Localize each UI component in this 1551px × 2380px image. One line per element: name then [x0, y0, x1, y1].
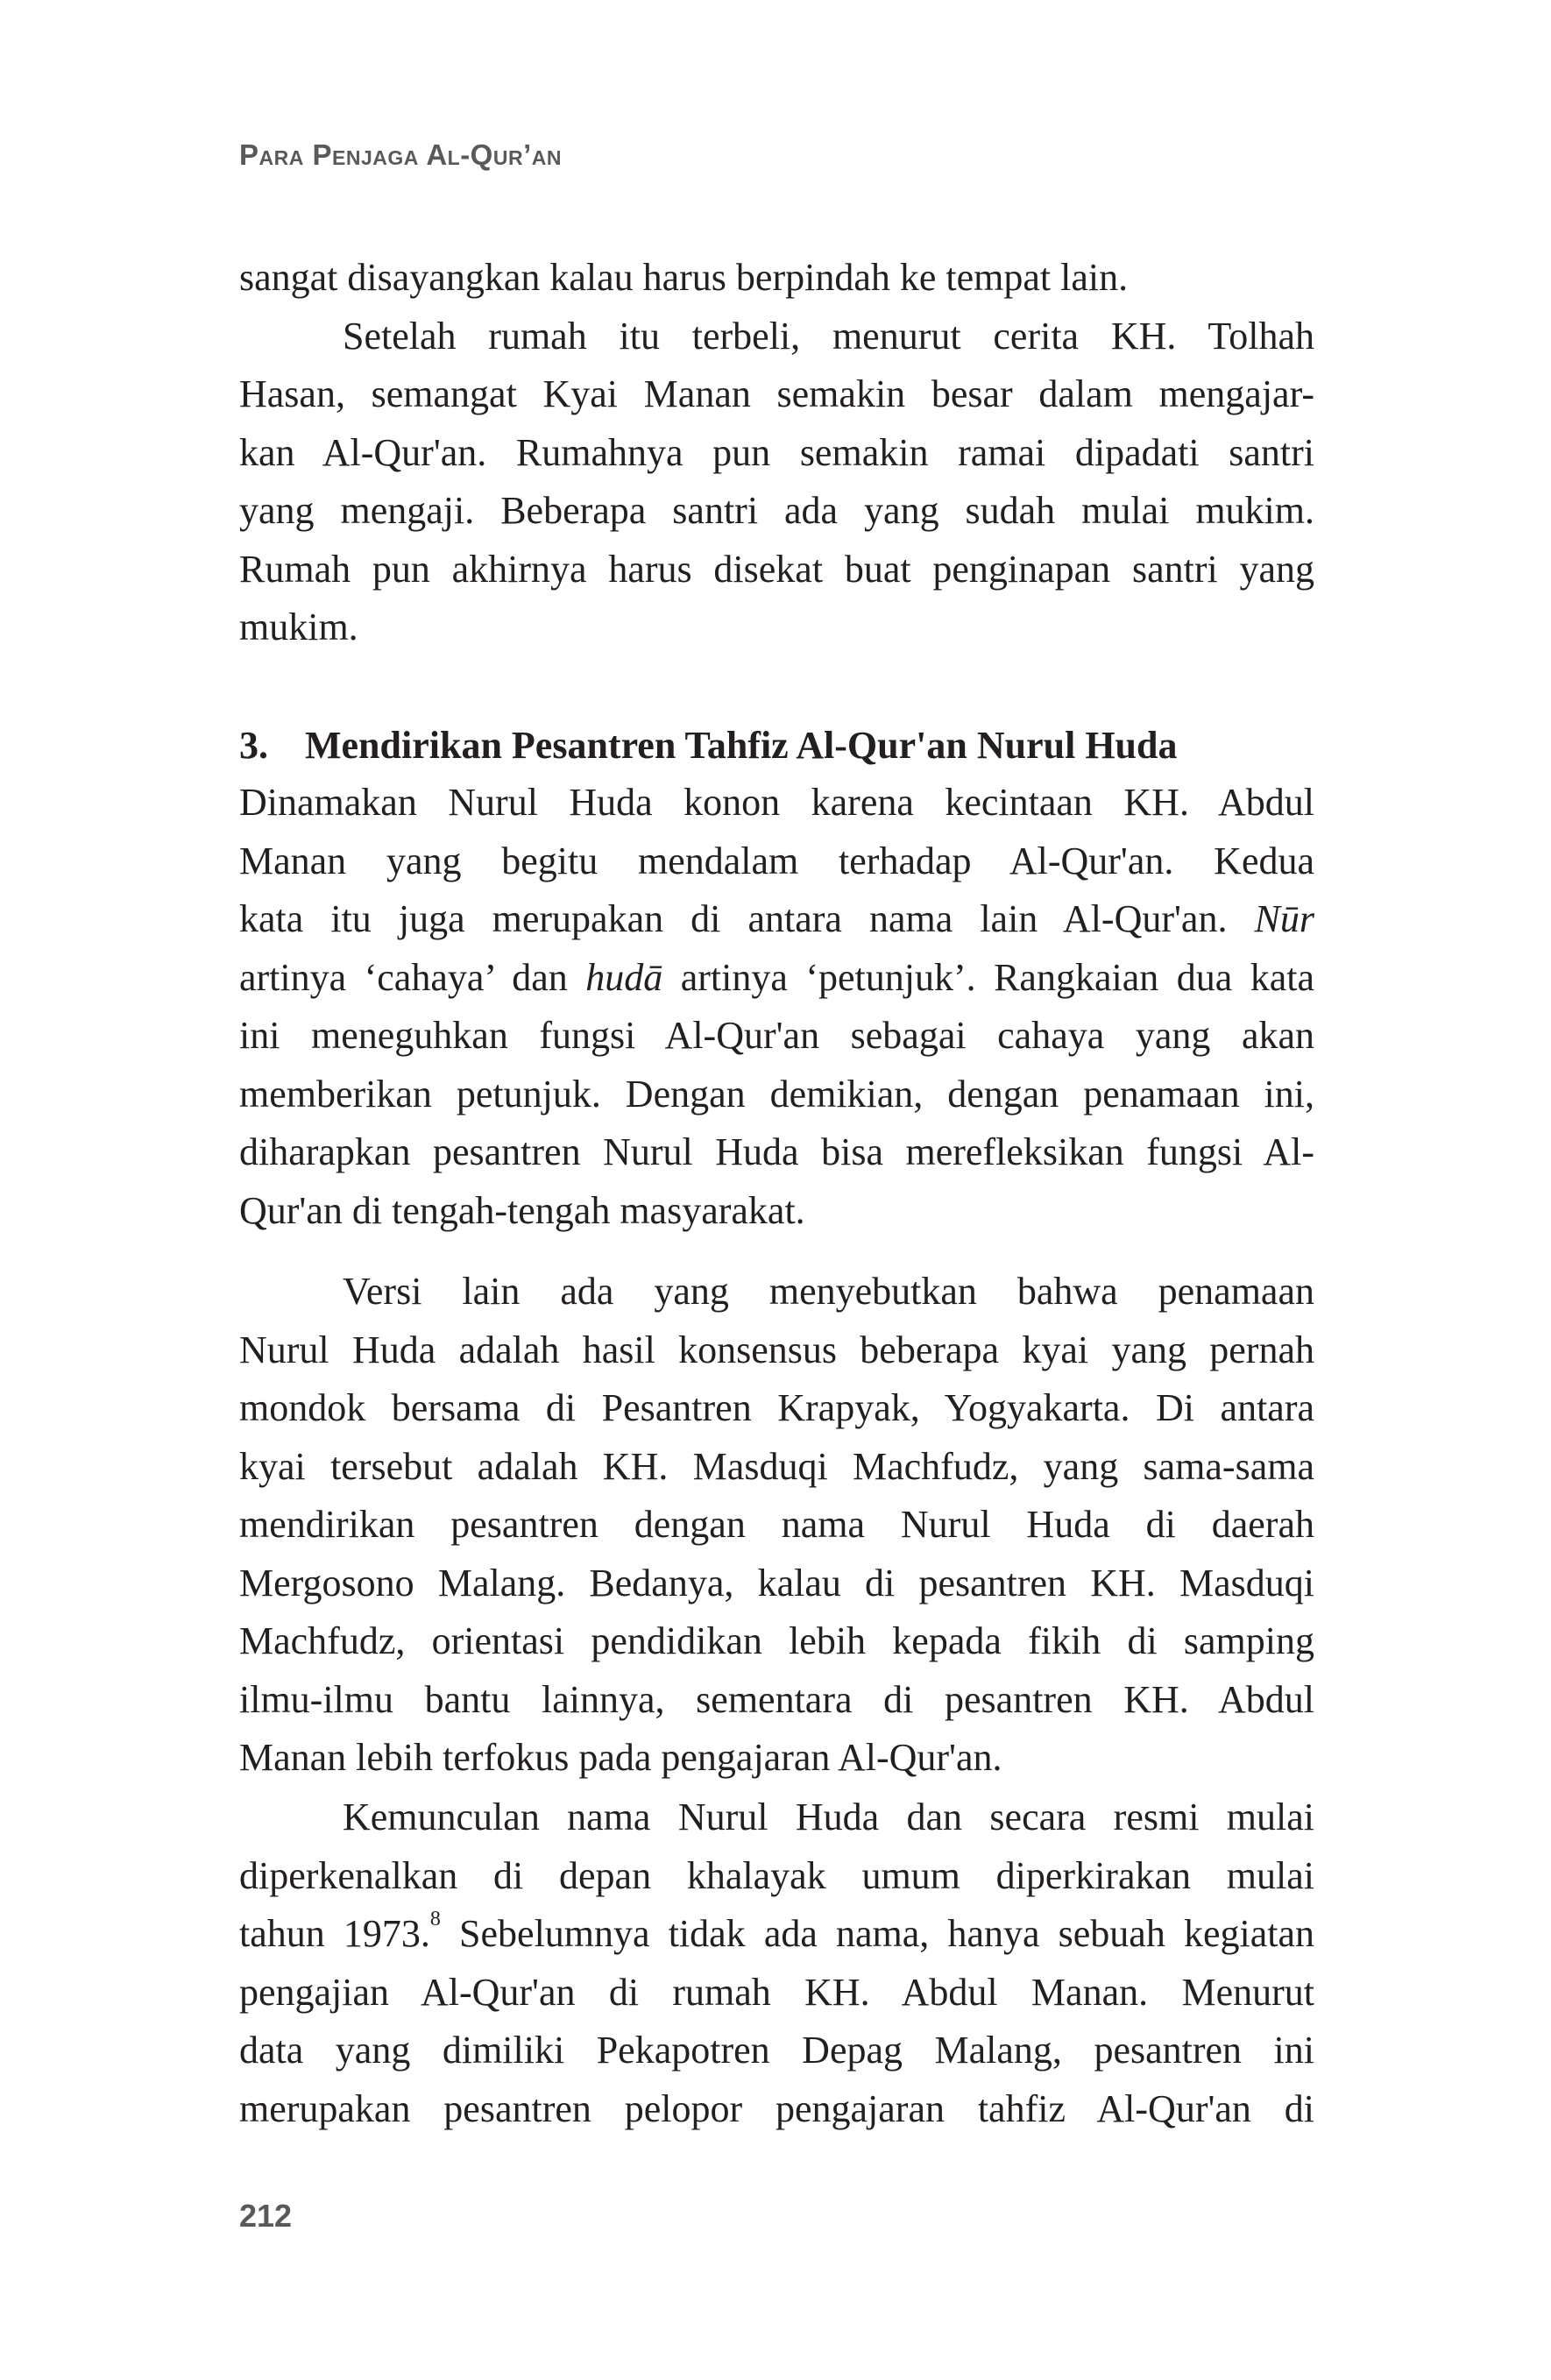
- text-run: kata itu juga merupakan di antara nama lain Al-Qur'an.: [239, 897, 1255, 940]
- text-run: artinya ‘petunjuk’. Rangkaian dua kata: [662, 955, 1314, 999]
- section-number: 3.: [239, 724, 268, 767]
- paragraph-3-line: Dinamakan Nurul Huda konon karena kecintaan KH. Abdul: [239, 781, 1314, 824]
- paragraph-4-line: Machfudz, orientasi pendidikan lebih kepada fikih di samping: [239, 1619, 1314, 1662]
- paragraph-2-line: kan Al-Qur'an. Rumahnya pun semakin ramai dipadati santri: [239, 430, 1314, 474]
- paragraph-1-line: sangat disayangkan kalau harus berpindah ke tempat lain.: [239, 256, 1129, 299]
- text-run: tahun 1973.: [239, 1912, 430, 1955]
- paragraph-4-line: mendirikan pesantren dengan nama Nurul Huda di daerah: [239, 1503, 1314, 1546]
- paragraph-2-line: Hasan, semangat Kyai Manan semakin besar dalam mengajar-: [239, 372, 1314, 415]
- paragraph-2-line: Rumah pun akhirnya harus disekat buat penginapan santri yang: [239, 547, 1314, 591]
- paragraph-2-line: yang mengaji. Beberapa santri ada yang sudah mulai mukim.: [239, 489, 1314, 532]
- paragraph-4-line: Versi lain ada yang menyebutkan bahwa penamaan: [343, 1270, 1314, 1313]
- paragraph-4-line: kyai tersebut adalah KH. Masduqi Machfudz, yang sama-sama: [239, 1444, 1314, 1488]
- paragraph-4-line: Nurul Huda adalah hasil konsensus beberapa kyai yang pernah: [239, 1328, 1314, 1371]
- paragraph-3-line: Qur'an di tengah-tengah masyarakat.: [239, 1188, 805, 1232]
- body-text-block-2: [239, 774, 1314, 1240]
- paragraph-3-line: [239, 949, 1314, 1008]
- paragraph-4-line: mondok bersama di Pesantren Krapyak, Yogyakarta. Di antara: [239, 1386, 1314, 1429]
- paragraph-4-line: Manan lebih terfokus pada pengajaran Al-Qur'an.: [239, 1736, 1002, 1779]
- text-run: Sebelumnya tidak ada nama, hanya sebuah kegiatan: [440, 1912, 1314, 1955]
- footnote-reference[interactable]: 8: [429, 1908, 441, 1930]
- paragraph-3-line: ini meneguhkan fungsi Al-Qur'an sebagai cahaya yang akan: [239, 1014, 1314, 1057]
- paragraph-5-line: data yang dimiliki Pekapotren Depag Malang, pesantren ini: [239, 2029, 1314, 2072]
- italic-term-huda: hudā: [585, 955, 663, 999]
- paragraph-3-line: memberikan petunjuk. Dengan demikian, dengan penamaan ini,: [239, 1072, 1314, 1116]
- paragraph-4-line: Mergosono Malang. Bedanya, kalau di pesantren KH. Masduqi: [239, 1561, 1314, 1604]
- paragraph-5-line: merupakan pesantren pelopor pengajaran tahfiz Al-Qur'an di: [239, 2086, 1314, 2130]
- paragraph-3-line: [239, 890, 1314, 949]
- running-header: Para Penjaga Al-Qur’an: [239, 138, 562, 171]
- paragraph-2-line: mukim.: [239, 606, 358, 648]
- italic-term-nur: Nūr: [1254, 897, 1314, 940]
- paragraph-3-line: Manan yang begitu mendalam terhadap Al-Qur'an. Kedua: [239, 839, 1314, 882]
- body-text-block-4: [239, 1789, 1314, 2138]
- text-run: artinya ‘cahaya’ dan: [239, 955, 586, 999]
- paragraph-5-line: [239, 1905, 1314, 1964]
- paragraph-5-line: diperkenalkan di depan khalayak umum diperkirakan mulai: [239, 1853, 1314, 1897]
- paragraph-4-line: ilmu-ilmu bantu lainnya, sementara di pesantren KH. Abdul: [239, 1677, 1314, 1721]
- paragraph-3-line: diharapkan pesantren Nurul Huda bisa merefleksikan fungsi Al-: [239, 1130, 1314, 1173]
- paragraph-5-line: pengajian Al-Qur'an di rumah KH. Abdul Manan. Menurut: [239, 1970, 1314, 2014]
- body-text-block-3: [239, 1263, 1314, 1788]
- paragraph-5-line: Kemunculan nama Nurul Huda dan secara resmi mulai: [343, 1796, 1314, 1838]
- paragraph-2-line: Setelah rumah itu terbeli, menurut cerita KH. Tolhah: [343, 314, 1314, 358]
- page-number: 212: [239, 2198, 293, 2234]
- section-title: Mendirikan Pesantren Tahfiz Al-Qur'an Nurul Huda: [305, 724, 1178, 767]
- section-heading: [239, 717, 1314, 775]
- body-text-block-1: [239, 249, 1314, 657]
